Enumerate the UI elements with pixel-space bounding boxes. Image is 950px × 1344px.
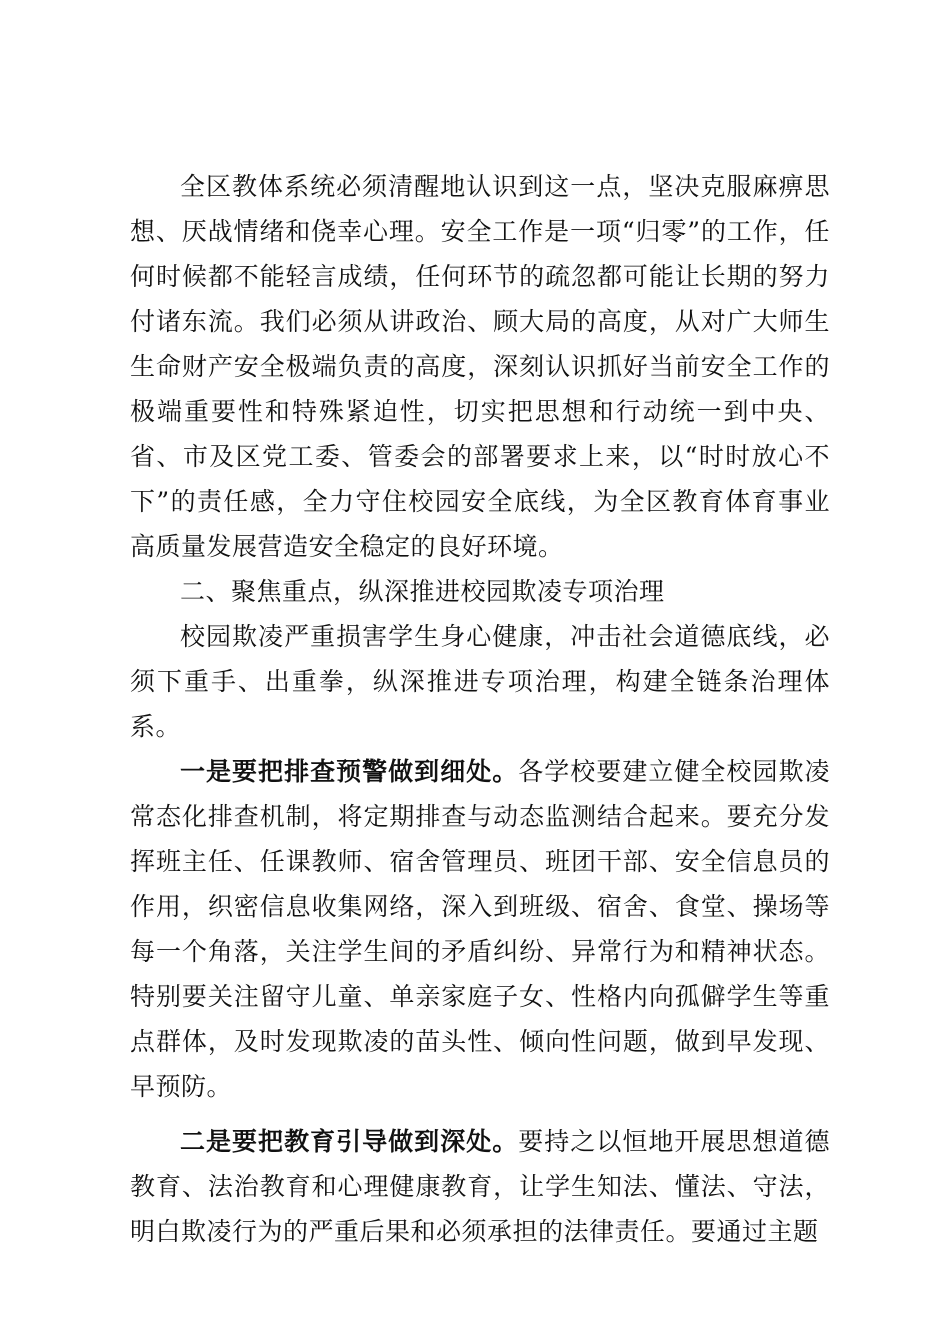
paragraph-body-screening: 各学校要建立健全校园欺凌常态化排查机制，将定期排查与动态监测结合起来。要充分发挥班主任、任课教师、宿舍管理员、班团干部、安全信息员的作用，织密信息收集网络，深入到班级、宿舍、食堂、操场等每一个角落，关注学生间的矛盾纠纷、异常行为和精神状态。特别要关注留守儿童、单亲家庭子女、性格内向孤僻学生等重点群体，及时发现欺凌的苗头性、倾向性问题，做到早发现、早预防。 (130, 757, 830, 1101)
section-heading-bullying-governance: 二、聚焦重点，纵深推进校园欺凌专项治理 (180, 577, 665, 606)
paragraph-lead-education: 二是要把教育引导做到深处。 (180, 1127, 519, 1156)
paragraph-safety-awareness: 全区教体系统必须清醒地认识到这一点，坚决克服麻痹思想、厌战情绪和侥幸心理。安全工作是一项“归零”的工作，任何时候都不能轻言成绩，任何环节的疏忽都可能让长期的努力付诸东流。我们必须从讲政治、顾大局的高度，从对广大师生生命财产安全极端负责的高度，深刻认识抓好当前安全工作的极端重要性和特殊紧迫性，切实把思想和行动统一到中央、省、市及区党工委、管委会的部署要求上来，以“时时放心不下”的责任感，全力守住校园安全底线，为全区教育体育事业高质量发展营造安全稳定的良好环境。 (130, 172, 830, 561)
document-body (130, 164, 830, 1254)
paragraph-body-education: 要持之以恒地开展思想道德教育、法治教育和心理健康教育，让学生知法、懂法、守法，明白欺凌行为的严重后果和必须承担的法律责任。要通过主题 (130, 1127, 830, 1246)
paragraph-bullying-intro: 校园欺凌严重损害学生身心健康，冲击社会道德底线，必须下重手、出重拳，纵深推进专项治理，构建全链条治理体系。 (130, 622, 830, 741)
paragraph-lead-screening: 一是要把排查预警做到细处。 (180, 757, 519, 786)
paragraph-screening-warning (130, 749, 830, 1109)
paragraph-education-guidance (130, 1119, 830, 1254)
